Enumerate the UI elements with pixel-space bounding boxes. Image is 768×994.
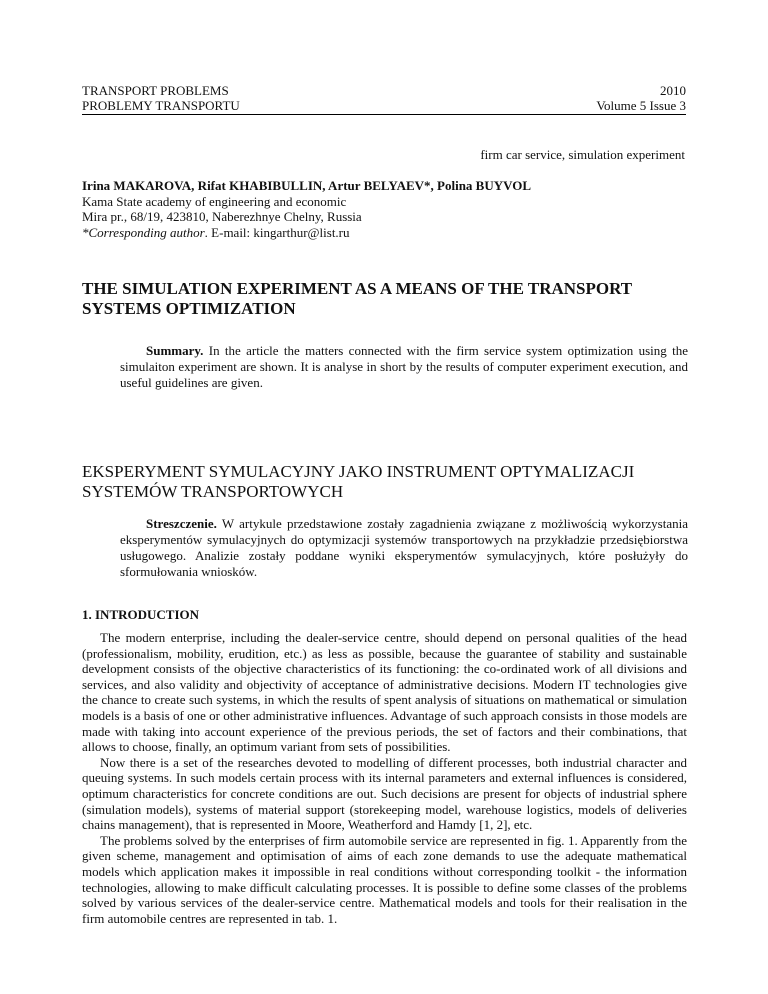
- address: Mira pr., 68/19, 423810, Naberezhnye Chelny, Russia: [82, 209, 362, 224]
- streszczenie-label: Streszczenie.: [146, 516, 217, 531]
- paragraph: The problems solved by the enterprises of firm automobile service are represented in fig. 1. Apparently from the given scheme, management and optimisation of aims of each zone demands to use the adequate mathematical models which application makes it impossible in real conditions without corresponding toolkit - the information technologies, allowing to make difficult calculating processes. It is possible to define some classes of the problems solved by various services of the dealer-service centre. Mathematical models and tools for their realisation in the firm automobile centres are represented in tab. 1.: [82, 832, 687, 926]
- body-text: [82, 630, 687, 926]
- journal-volume: Volume 5 Issue 3: [596, 98, 686, 113]
- summary-label: Summary.: [146, 343, 204, 358]
- keywords: firm car service, simulation experiment: [480, 147, 685, 162]
- running-header: [82, 83, 686, 115]
- section-heading-introduction: 1. INTRODUCTION: [82, 607, 200, 622]
- summary: [120, 343, 688, 391]
- journal-name-pl: PROBLEMY TRANSPORTU: [82, 98, 240, 113]
- journal-name-en: TRANSPORT PROBLEMS: [82, 83, 229, 98]
- corresponding-label: *Corresponding author: [82, 224, 205, 240]
- paper-title-pl: EKSPERYMENT SYMULACYJNY JAKO INSTRUMENT OPTYMALIZACJI SYSTEMÓW TRANSPORTOWYCH: [82, 462, 635, 501]
- streszczenie-text: W artykule przedstawione zostały zagadnienia związane z możliwością wykorzystania eksperymentów symulacyjnych do optymizacji systemów transportowych na przykładzie przedsiębiorstwa usługowego. Analizie zostały poddane wyniki eksperymentów symulacyjnych, które posłużyły do sformułowania wniosków.: [120, 516, 688, 579]
- paragraph: The modern enterprise, including the dealer-service centre, should depend on personal qualities of the head (professionalism, mobility, erudition, etc.) as less as possible, because the guarantee of stability and sustainable development consists of the objective characteristics of its functioning: the co-ordinated work of all divisions and services, and also validity and objectivity of acceptance of administrative decisions. Modern IT technologies give the chance to create such systems, in which the results of spent analysis of situations on mathematical or simulation models is a basis of one or other administrative influences. Advantage of such approach consists in those models are made with taking into account experience of the previous periods, the set of factors and their combinations, that allows to choose, finally, an optimum variant from sets of possibilities.: [82, 630, 687, 755]
- corresponding-author: [82, 225, 531, 241]
- paragraph: Now there is a set of the researches devoted to modelling of different processes, both industrial character and queuing systems. In such models certain process with its internal parameters and external influences is considered, optimum characteristics for concrete conditions are out. Such decisions are present for objects of industrial sphere (simulation models), systems of material support (storekeeping model, warehouse logistics, models of deliveries chains management), that is represented in Moore, Weatherford and Hamdy [1, 2], etc.: [82, 754, 687, 833]
- corresponding-email: . E-mail: kingarthur@list.ru: [204, 224, 350, 240]
- author-names: Irina MAKAROVA, Rifat KHABIBULLIN, Artur BELYAEV*, Polina BUYVOL: [82, 178, 532, 193]
- affiliation: Kama State academy of engineering and economic: [82, 193, 347, 209]
- summary-text: In the article the matters connected with the firm service system optimization using the simulaiton experiment are shown. It is analyse in short by the results of computer experiment execution, and useful guidelines are given.: [120, 343, 688, 390]
- journal-year: 2010: [660, 83, 686, 98]
- streszczenie: [120, 516, 688, 580]
- author-block: [82, 178, 531, 240]
- paper-title-en: THE SIMULATION EXPERIMENT AS A MEANS OF THE TRANSPORT SYSTEMS OPTIMIZATION: [82, 279, 632, 318]
